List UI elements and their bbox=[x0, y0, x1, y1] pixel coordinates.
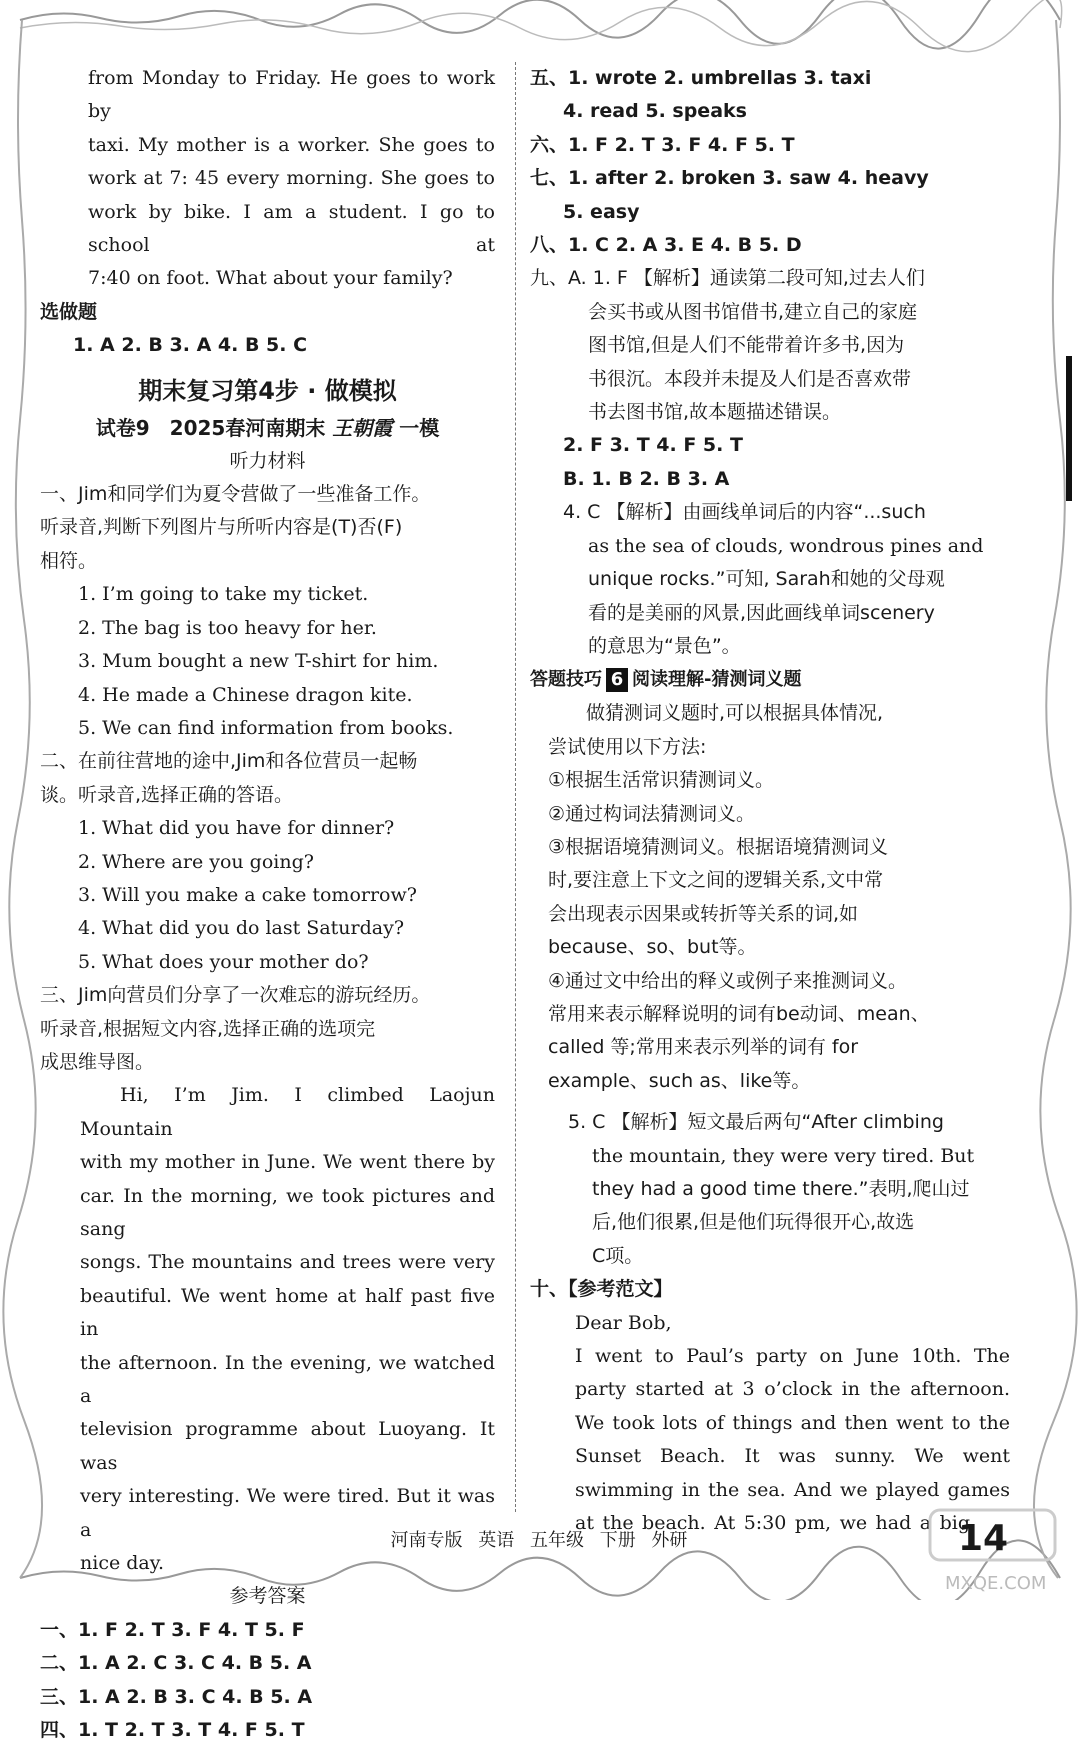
answer-9b-4: 4. C 【解析】由画线单词后的内容“...such bbox=[563, 501, 926, 524]
tip-line: example、such as、like等。 bbox=[548, 1069, 811, 1092]
paper-signature: 王朝霞 bbox=[332, 415, 393, 440]
svg-text:MXQE.COM: MXQE.COM bbox=[945, 1573, 1047, 1594]
letter-greeting: Dear Bob, bbox=[575, 1311, 672, 1334]
answer-7-cont: 5. easy bbox=[563, 200, 640, 223]
paper-title-suffix: 一模 bbox=[399, 415, 440, 440]
answer-9b: B. 1. B 2. B 3. A bbox=[563, 467, 730, 490]
section-title: 期末复习第4步 · 做模拟 bbox=[138, 376, 397, 405]
tip-line: ③根据语境猜测词义。根据语境猜测词义 bbox=[548, 835, 889, 858]
optional-heading: 选做题 bbox=[40, 300, 98, 323]
tip-line: ②通过构词法猜测词义。 bbox=[548, 802, 756, 825]
tip-line: ④通过文中给出的释义或例子来推测词义。 bbox=[548, 969, 908, 992]
passage-line: nice day. bbox=[80, 1552, 164, 1575]
answer-heading: 参考答案 bbox=[229, 1585, 306, 1608]
tip-line: 会出现表示因果或转折等关系的词,如 bbox=[548, 902, 859, 925]
part2-instruction: 二、在前往营地的途中,Jim和各位营员一起畅 bbox=[40, 750, 418, 773]
explanation-line: unique rocks.”可知, Sarah和她的父母观 bbox=[588, 568, 945, 591]
part3-instruction: 三、Jim向营员们分享了一次难忘的游玩经历。 bbox=[40, 984, 431, 1007]
answer-row: 二、1. A 2. C 3. C 4. B 5. A bbox=[40, 1652, 312, 1675]
part3-instruction: 听录音,根据短文内容,选择正确的选项完 bbox=[40, 1017, 376, 1040]
explanation-line: C项。 bbox=[592, 1244, 644, 1267]
answer-5-cont: 4. read 5. speaks bbox=[563, 100, 747, 123]
tip-line: 尝试使用以下方法: bbox=[548, 735, 707, 758]
explanation-line: the mountain, they were very tired. But bbox=[592, 1144, 975, 1167]
tip-title: 阅读理解-猜测词义题 bbox=[632, 669, 802, 691]
part1-instruction: 一、Jim和同学们为夏令营做了一些准备工作。 bbox=[40, 483, 431, 506]
part1-item: 2. The bag is too heavy for her. bbox=[78, 616, 377, 639]
page-number: 14 bbox=[958, 1518, 1009, 1559]
answer-9a-rest: 2. F 3. T 4. F 5. T bbox=[563, 434, 743, 457]
intro-line: from Monday to Friday. He goes to work by bbox=[88, 67, 495, 123]
answer-7: 七、1. after 2. broken 3. saw 4. heavy bbox=[530, 167, 929, 190]
tip-line: called 等;常用来表示列举的词有 for bbox=[548, 1036, 859, 1059]
passage-line: beautiful. We went home at half past five in bbox=[80, 1284, 495, 1341]
tip-line: ①根据生活常识猜测词义。 bbox=[548, 769, 775, 792]
intro-line: taxi. My mother is a worker. She goes to bbox=[88, 133, 495, 156]
explanation-line: 书很沉。本段并未提及人们是否喜欢带 bbox=[588, 367, 912, 390]
explanation-line: 看的是美丽的风景,因此画线单词scenery bbox=[588, 601, 935, 624]
answer-6: 六、1. F 2. T 3. F 4. F 5. T bbox=[530, 133, 795, 156]
answer-row: 一、1. F 2. T 3. F 4. T 5. F bbox=[40, 1618, 305, 1641]
part2-item: 3. Will you make a cake tomorrow? bbox=[78, 883, 417, 906]
answer-8: 八、1. C 2. A 3. E 4. B 5. D bbox=[530, 234, 802, 257]
explanation-line: 书去图书馆,故本题描述错误。 bbox=[588, 401, 842, 424]
passage-line: Hi, I’m Jim. I climbed Laojun Mountain bbox=[80, 1084, 495, 1140]
answer-9b-5: 5. C 【解析】短文最后两句“After climbing bbox=[568, 1111, 944, 1134]
intro-line: work at 7: 45 every morning. She goes to bbox=[88, 167, 495, 190]
tip-line: 常用来表示解释说明的词有be动词、mean、 bbox=[548, 1002, 930, 1025]
part1-item: 4. He made a Chinese dragon kite. bbox=[78, 683, 413, 706]
letter-line: Sunset Beach. It was sunny. We went bbox=[575, 1445, 1010, 1468]
part2-item: 1. What did you have for dinner? bbox=[78, 817, 395, 840]
letter-line: party started at 3 o’clock in the afternoon. bbox=[575, 1378, 1010, 1401]
passage-line: television programme about Luoyang. It was bbox=[80, 1418, 495, 1474]
letter-line: at the beach. At 5:30 pm, we had a big bbox=[575, 1512, 970, 1535]
listening-heading: 听力材料 bbox=[229, 449, 306, 472]
part1-item: 5. We can find information from books. bbox=[78, 716, 454, 739]
left-column bbox=[40, 62, 495, 1748]
tip-label: 答题技巧 bbox=[530, 669, 602, 691]
answer-10-heading: 十、【参考范文】 bbox=[530, 1278, 673, 1301]
explanation-line: 会买书或从图书馆借书,建立自己的家庭 bbox=[588, 300, 918, 323]
part2-item: 4. What did you do last Saturday? bbox=[78, 917, 405, 940]
intro-line: work by bike. I am a student. I go to school at bbox=[88, 200, 495, 257]
intro-line: 7:40 on foot. What about your family? bbox=[88, 267, 453, 290]
tip-header bbox=[530, 663, 1010, 697]
letter-line: swimming in the sea. And we played games bbox=[575, 1478, 1010, 1501]
part3-instruction: 成思维导图。 bbox=[40, 1050, 155, 1073]
explanation-line: 图书馆,但是人们不能带着许多书,因为 bbox=[588, 334, 905, 357]
page-footer: 河南专版 英语 五年级 下册 外研 bbox=[390, 1530, 688, 1551]
margin-marker bbox=[1066, 356, 1072, 501]
letter-line: We took lots of things and then went to the bbox=[575, 1411, 1010, 1434]
right-column bbox=[530, 62, 1010, 1540]
answer-row: 三、1. A 2. B 3. C 4. B 5. A bbox=[40, 1685, 313, 1708]
passage-line: the afternoon. In the evening, we watched a bbox=[80, 1351, 495, 1408]
tip-number: 6 bbox=[606, 668, 628, 692]
explanation-line: 后,他们很累,但是他们玩得很开心,故选 bbox=[592, 1211, 915, 1234]
column-divider bbox=[515, 62, 516, 1512]
tip-line: 做猜测词义题时,可以根据具体情况, bbox=[586, 702, 884, 725]
part1-instruction: 听录音,判断下列图片与所听内容是(T)否(F) bbox=[40, 516, 403, 539]
part2-item: 2. Where are you going? bbox=[78, 850, 314, 873]
explanation-line: 的意思为“景色”。 bbox=[588, 634, 741, 657]
passage-line: with my mother in June. We went there by bbox=[80, 1151, 495, 1174]
part1-item: 1. I’m going to take my ticket. bbox=[78, 583, 369, 606]
part2-item: 5. What does your mother do? bbox=[78, 950, 369, 973]
passage-line: car. In the morning, we took pictures and sang bbox=[80, 1184, 495, 1240]
answer-row: 四、1. T 2. T 3. T 4. F 5. T bbox=[40, 1719, 305, 1742]
optional-answers: 1. A 2. B 3. A 4. B 5. C bbox=[73, 334, 308, 357]
paper-title bbox=[40, 411, 495, 445]
part1-instruction: 相符。 bbox=[40, 549, 98, 572]
explanation-line: as the sea of clouds, wondrous pines and bbox=[588, 534, 984, 557]
letter-line: I went to Paul’s party on June 10th. The bbox=[575, 1345, 1010, 1368]
passage-line: very interesting. We were tired. But it was a bbox=[80, 1485, 495, 1541]
part2-instruction: 谈。听录音,选择正确的答语。 bbox=[40, 783, 294, 806]
paper-title-text: 试卷9 2025春河南期末 bbox=[95, 415, 326, 440]
tip-line: because、so、but等。 bbox=[548, 936, 757, 959]
explanation-line: they had a good time there.”表明,爬山过 bbox=[592, 1178, 970, 1200]
tip-line: 时,要注意上下文之间的逻辑关系,文中常 bbox=[548, 869, 884, 892]
part1-item: 3. Mum bought a new T-shirt for him. bbox=[78, 650, 439, 673]
answer-5: 五、1. wrote 2. umbrellas 3. taxi bbox=[530, 67, 872, 89]
passage-line: songs. The mountains and trees were very bbox=[80, 1251, 495, 1274]
answer-9a-1: 九、A. 1. F 【解析】通读第二段可知,过去人们 bbox=[530, 267, 925, 290]
